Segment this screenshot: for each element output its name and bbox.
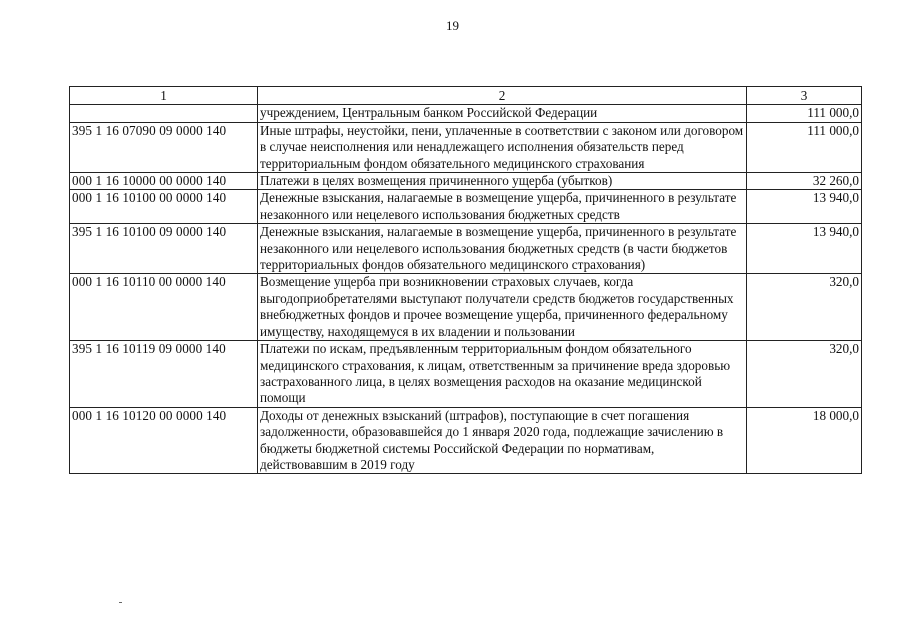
row-name: учреждением, Центральным банком Российской Федерации bbox=[258, 105, 747, 122]
row-amount: 13 940,0 bbox=[747, 190, 862, 224]
row-name: Возмещение ущерба при возникновении страховых случаев, когда выгодоприобретателями выступают получатели средств бюджетов государственных внебюджетных фондов и прочее возмещение ущерба, причиненного федеральному имуществу, находящемуся в их владении и пользовании bbox=[258, 274, 747, 341]
table-row bbox=[70, 190, 862, 224]
page-number: 19 bbox=[446, 18, 459, 33]
row-code: 000 1 16 10110 00 0000 140 bbox=[70, 274, 258, 341]
table-row bbox=[70, 274, 862, 341]
row-code: 395 1 16 10100 09 0000 140 bbox=[70, 224, 258, 274]
revenue-table bbox=[69, 86, 862, 474]
row-amount: 111 000,0 bbox=[747, 105, 862, 122]
table-row bbox=[70, 341, 862, 408]
table-row bbox=[70, 224, 862, 274]
row-code: 000 1 16 10100 00 0000 140 bbox=[70, 190, 258, 224]
column-header-code: 1 bbox=[70, 87, 258, 105]
row-amount: 18 000,0 bbox=[747, 407, 862, 474]
table-row bbox=[70, 173, 862, 190]
table-row bbox=[70, 407, 862, 474]
row-code bbox=[70, 105, 258, 122]
column-header-amount: 3 bbox=[747, 87, 862, 105]
row-name: Платежи в целях возмещения причиненного ущерба (убытков) bbox=[258, 173, 747, 190]
row-name: Платежи по искам, предъявленным территориальным фондом обязательного медицинского страхования, к лицам, ответственным за причинение вреда здоровью застрахованного лица, в целях возмещения расходов на оказание медицинской помощи bbox=[258, 341, 747, 408]
row-code: 000 1 16 10000 00 0000 140 bbox=[70, 173, 258, 190]
row-code: 000 1 16 10120 00 0000 140 bbox=[70, 407, 258, 474]
row-amount: 320,0 bbox=[747, 341, 862, 408]
row-name: Денежные взыскания, налагаемые в возмещение ущерба, причиненного в результате незаконного или нецелевого использования бюджетных средств bbox=[258, 190, 747, 224]
row-amount: 320,0 bbox=[747, 274, 862, 341]
column-header-name: 2 bbox=[258, 87, 747, 105]
table-header-row bbox=[70, 87, 862, 105]
row-name: Денежные взыскания, налагаемые в возмещение ущерба, причиненного в результате незаконного или нецелевого использования бюджетных средств (в части бюджетов территориальных фондов обязательного медицинского страхования) bbox=[258, 224, 747, 274]
table-row bbox=[70, 105, 862, 122]
scan-speck bbox=[119, 602, 122, 603]
row-code: 395 1 16 07090 09 0000 140 bbox=[70, 122, 258, 172]
table-row bbox=[70, 122, 862, 172]
row-name: Доходы от денежных взысканий (штрафов), поступающие в счет погашения задолженности, образовавшейся до 1 января 2020 года, подлежащие зачислению в бюджеты бюджетной системы Российской Федерации по нормативам, действовавшим в 2019 году bbox=[258, 407, 747, 474]
row-amount: 32 260,0 bbox=[747, 173, 862, 190]
row-code: 395 1 16 10119 09 0000 140 bbox=[70, 341, 258, 408]
row-amount: 111 000,0 bbox=[747, 122, 862, 172]
row-name: Иные штрафы, неустойки, пени, уплаченные в соответствии с законом или договором в случае неисполнения или ненадлежащего исполнения обязательств перед территориальным фондом обязательного медицинского страхования bbox=[258, 122, 747, 172]
row-amount: 13 940,0 bbox=[747, 224, 862, 274]
